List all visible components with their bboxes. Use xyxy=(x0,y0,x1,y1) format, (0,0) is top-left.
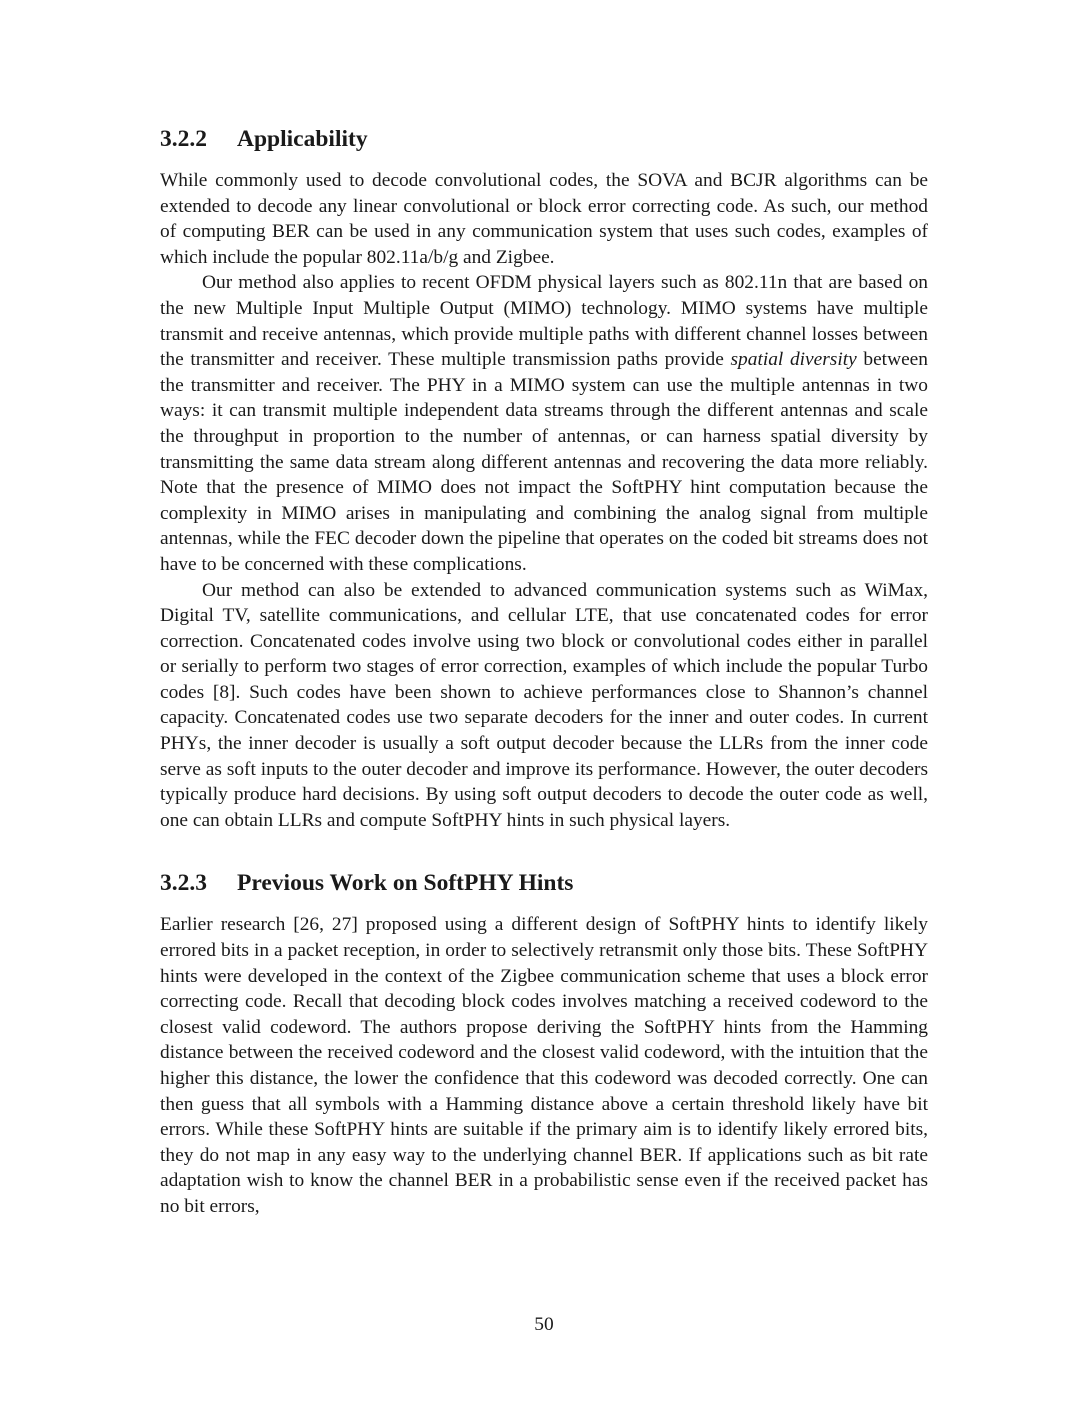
paragraph-text: Our method also applies to recent OFDM physical layers such as 802.11n that are based on the new Multiple Input Multiple Output (MIMO) technology. MIMO systems have multiple transmit and receive antennas, which provide multiple paths with different channel losses between the transmitter and receiver. These multiple transmission paths provide xyxy=(160,272,928,371)
section-heading-3-2-2 xyxy=(160,124,928,154)
paragraph-applicability-2 xyxy=(160,270,928,577)
section-title: Applicability xyxy=(237,126,368,152)
section-number: 3.2.2 xyxy=(160,126,207,152)
page-number: 50 xyxy=(534,1314,554,1335)
paragraph-previous-work-1: Earlier research [26, 27] proposed using a different design of SoftPHY hints to identify likely errored bits in a packet reception, in order to selectively retransmit only those bits. These SoftPHY hints were developed in the context of the Zigbee communication scheme that uses a block error correcting code. Recall that decoding block codes involves matching a received codeword to the closest valid codeword. The authors propose deriving the SoftPHY hints from the Hamming distance between the received codeword and the closest valid codeword, with the intuition that the higher this distance, the lower the confidence that this codeword was decoded correctly. One can then guess that all symbols with a Hamming distance above a certain threshold likely have bit errors. While these SoftPHY hints are suitable if the primary aim is to identify likely errored bits, they do not map in any easy way to the underlying channel BER. If applications such as bit rate adaptation wish to know the channel BER in a probabilistic sense even if the received packet has no bit errors, xyxy=(160,914,928,1217)
page-body xyxy=(160,124,928,1220)
paragraph-text: between the transmitter and receiver. The PHY in a MIMO system can use the multiple antennas in two ways: it can transmit multiple independent data streams through the different antennas and scale the throughput in proportion to the number of antennas, or can harness spatial diversity by transmitting the same data stream along different antennas and recovering the data more reliably. Note that the presence of MIMO does not impact the SoftPHY hint computation because the complexity in MIMO arises in manipulating and combining the analog signal from multiple antennas, while the FEC decoder down the pipeline that operates on the coded bit streams does not have to be concerned with these complications. xyxy=(160,349,928,575)
paragraph-applicability-1: While commonly used to decode convolutional codes, the SOVA and BCJR algorithms can be extended to decode any linear convolutional or block error correcting code. As such, our method of computing BER can be used in any communication system that uses such codes, examples of which include the popular 802.11a/b/g and Zigbee. xyxy=(160,170,928,268)
section-title: Previous Work on SoftPHY Hints xyxy=(237,870,574,897)
section-number: 3.2.3 xyxy=(160,870,207,897)
section-heading-3-2-3 xyxy=(160,868,928,898)
emphasized-term: spatial diversity xyxy=(730,349,857,371)
paragraph-applicability-3: Our method can also be extended to advanced communication systems such as WiMax, Digital TV, satellite communications, and cellular LTE, that use concatenated codes for error correction. Concatenated codes involve using two block or convolutional codes either in parallel or serially to perform two stages of error correction, examples of which include the popular Turbo codes [8]. Such codes have been shown to achieve performances close to Shannon’s channel capacity. Concatenated codes use two separate decoders for the inner and outer codes. In current PHYs, the inner decoder is usually a soft output decoder because the LLRs from the inner code serve as soft inputs to the outer decoder and improve its performance. However, the outer decoders typically produce hard decisions. By using soft output decoders to decode the outer code as well, one can obtain LLRs and compute SoftPHY hints in such physical layers. xyxy=(160,579,928,831)
